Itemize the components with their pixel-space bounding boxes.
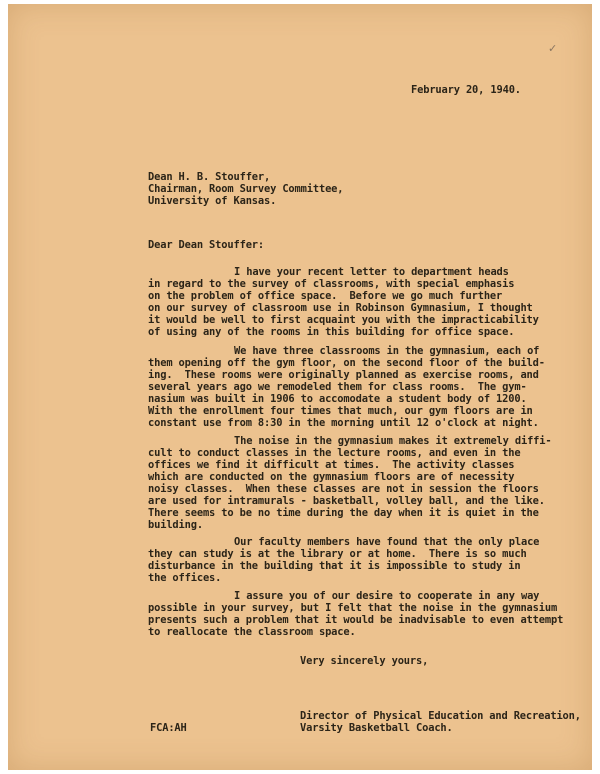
paragraph-line: presents such a problem that it would be inadvisable to even attempt [148, 614, 564, 626]
paragraph-4 [148, 536, 539, 584]
paragraph-line: several years ago we remodeled them for class rooms. The gym- [148, 381, 527, 393]
paragraph-line: We have three classrooms in the gymnasium, each of [234, 345, 540, 357]
paragraph-line: The noise in the gymnasium makes it extremely diffi- [234, 435, 552, 447]
paragraph-1 [148, 266, 539, 338]
letter-date: February 20, 1940. [411, 84, 521, 96]
paragraph-line: Our faculty members have found that the only place [234, 536, 540, 548]
paragraph-line: I assure you of our desire to cooperate in any way [234, 590, 540, 602]
signature-line: Director of Physical Education and Recreation, [300, 710, 581, 722]
check-mark-icon: ✓ [548, 42, 558, 55]
paragraph-line: to reallocate the classroom space. [148, 626, 356, 638]
paragraph-line: which are conducted on the gymnasium floors are of necessity [148, 471, 515, 483]
paragraph-3 [148, 435, 552, 531]
recipient-address [148, 171, 343, 207]
paragraph-line: I have your recent letter to department heads [234, 266, 509, 278]
paragraph-line: in regard to the survey of classrooms, with special emphasis [148, 278, 515, 290]
paragraph-line: the offices. [148, 572, 222, 584]
paragraph-line: nasium was built in 1906 to accomodate a student body of 1200. [148, 393, 527, 405]
paragraph-line: building. [148, 519, 203, 531]
signature-title [300, 710, 581, 734]
letter-page [8, 4, 592, 770]
paragraph-2 [148, 345, 545, 429]
paragraph-line: With the enrollment four times that much, our gym floors are in [148, 405, 533, 417]
paragraph-line: noisy classes. When these classes are not in session the floors [148, 483, 539, 495]
signature-line: Varsity Basketball Coach. [300, 722, 453, 734]
paragraph-line: ing. These rooms were originally planned as exercise rooms, and [148, 369, 539, 381]
paragraph-line: There seems to be no time during the day when it is quiet in the [148, 507, 539, 519]
paragraph-line: offices we find it difficult at times. The activity classes [148, 459, 515, 471]
paragraph-line: possible in your survey, but I felt that the noise in the gymnasium [148, 602, 558, 614]
paragraph-line: are used for intramurals - basketball, volley ball, and the like. [148, 495, 545, 507]
paragraph-line: them opening off the gym floor, on the second floor of the build- [148, 357, 545, 369]
paragraph-line: they can study is at the library or at home. There is so much [148, 548, 527, 560]
recipient-line: Chairman, Room Survey Committee, [148, 183, 344, 195]
paragraph-line: on the problem of office space. Before we go much further [148, 290, 503, 302]
paragraph-line: of using any of the rooms in this building for office space. [148, 326, 515, 338]
paragraph-line: on our survey of classroom use in Robinson Gymnasium, I thought [148, 302, 533, 314]
paragraph-line: constant use from 8:30 in the morning until 12 o'clock at night. [148, 417, 539, 429]
salutation: Dear Dean Stouffer: [148, 239, 265, 251]
typist-initials: FCA:AH [150, 722, 187, 734]
paragraph-line: it would be well to first acquaint you with the impracticability [148, 314, 539, 326]
paragraph-line: cult to conduct classes in the lecture rooms, and even in the [148, 447, 521, 459]
paragraph-5 [148, 590, 563, 638]
closing: Very sincerely yours, [300, 655, 429, 667]
recipient-line: University of Kansas. [148, 195, 277, 207]
recipient-line: Dean H. B. Stouffer, [148, 171, 271, 183]
paragraph-line: disturbance in the building that it is impossible to study in [148, 560, 521, 572]
